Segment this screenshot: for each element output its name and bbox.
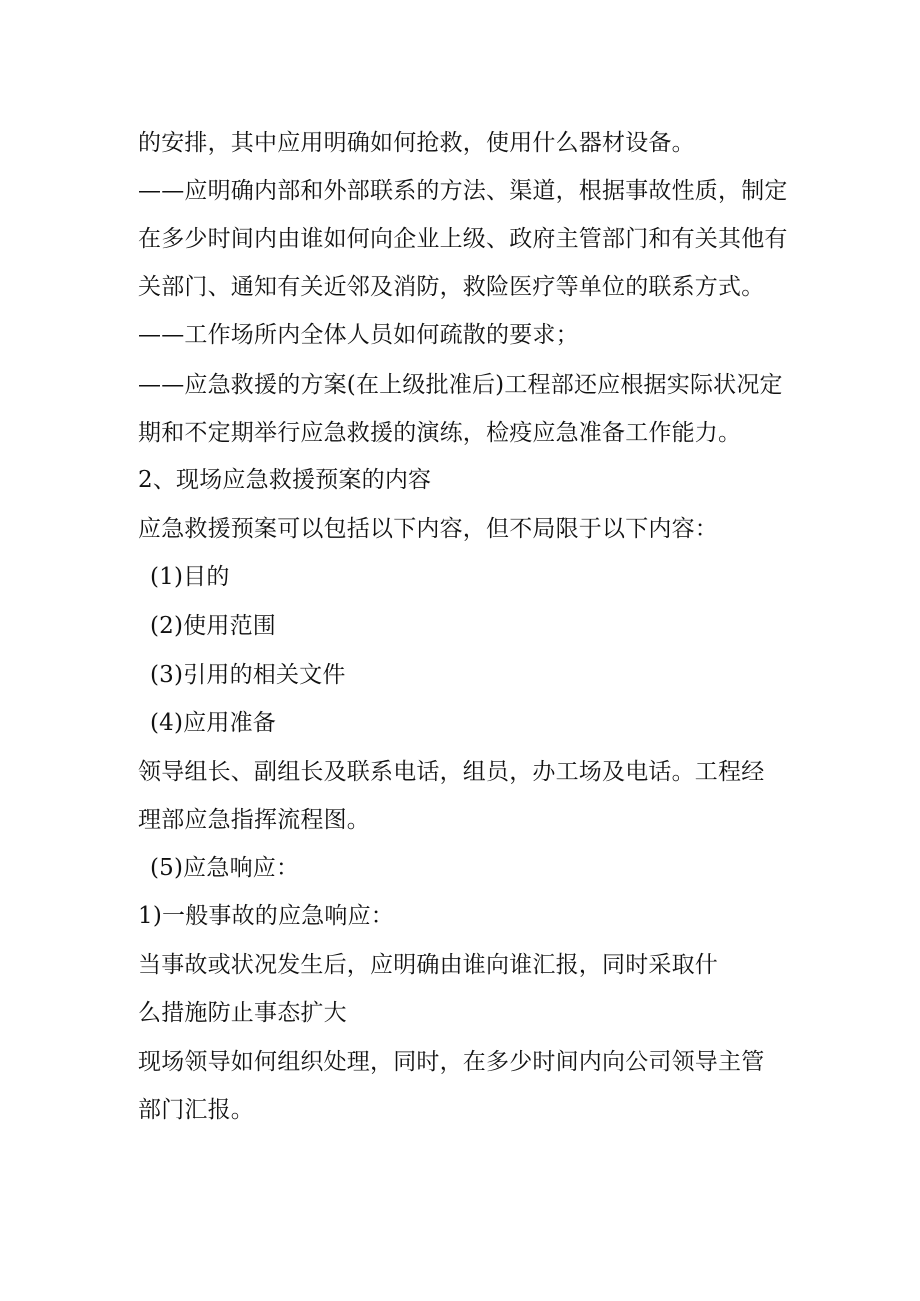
list-item: (1)目的 [150,564,230,590]
text-line: 部门汇报。 [138,1097,254,1123]
text-line: 在多少时间内由谁如何向企业上级、政府主管部门和有关其他有 [138,226,788,252]
list-item: (2)使用范围 [150,613,276,639]
text-line: 期和不定期举行应急救援的演练，检疫应急准备工作能力。 [138,420,742,446]
list-item: (5)应急响应： [150,855,300,881]
text-line: 现场领导如何组织处理，同时，在多少时间内向公司领导主管 [138,1049,765,1075]
text-line: 领导组长、副组长及联系电话，组员，办工场及电话。工程经 [138,759,765,785]
text-line: 当事故或状况发生后，应明确由谁向谁汇报，同时采取什 [138,952,718,978]
text-line: ——应急救援的方案(在上级批准后)工程部还应根据实际状况定 [138,372,783,398]
text-line: 理部应急指挥流程图。 [138,807,370,833]
text-line: 关部门、通知有关近邻及消防，救险医疗等单位的联系方式。 [138,274,765,300]
text-line: ——应明确内部和外部联系的方法、渠道，根据事故性质，制定 [138,178,788,204]
text-line: ——工作场所内全体人员如何疏散的要求； [138,322,579,348]
section-heading: 2、现场应急救援预案的内容 [138,467,432,493]
list-item: (4)应用准备 [150,710,276,736]
text-line: 么措施防止事态扩大 [138,1000,347,1026]
list-item: (3)引用的相关文件 [150,662,346,688]
text-line: 应急救援预案可以包括以下内容，但不局限于以下内容： [138,516,718,542]
text-line: 的安排，其中应用明确如何抢救，使用什么器材设备。 [138,130,695,156]
text-line: 1)一般事故的应急响应： [138,903,395,929]
